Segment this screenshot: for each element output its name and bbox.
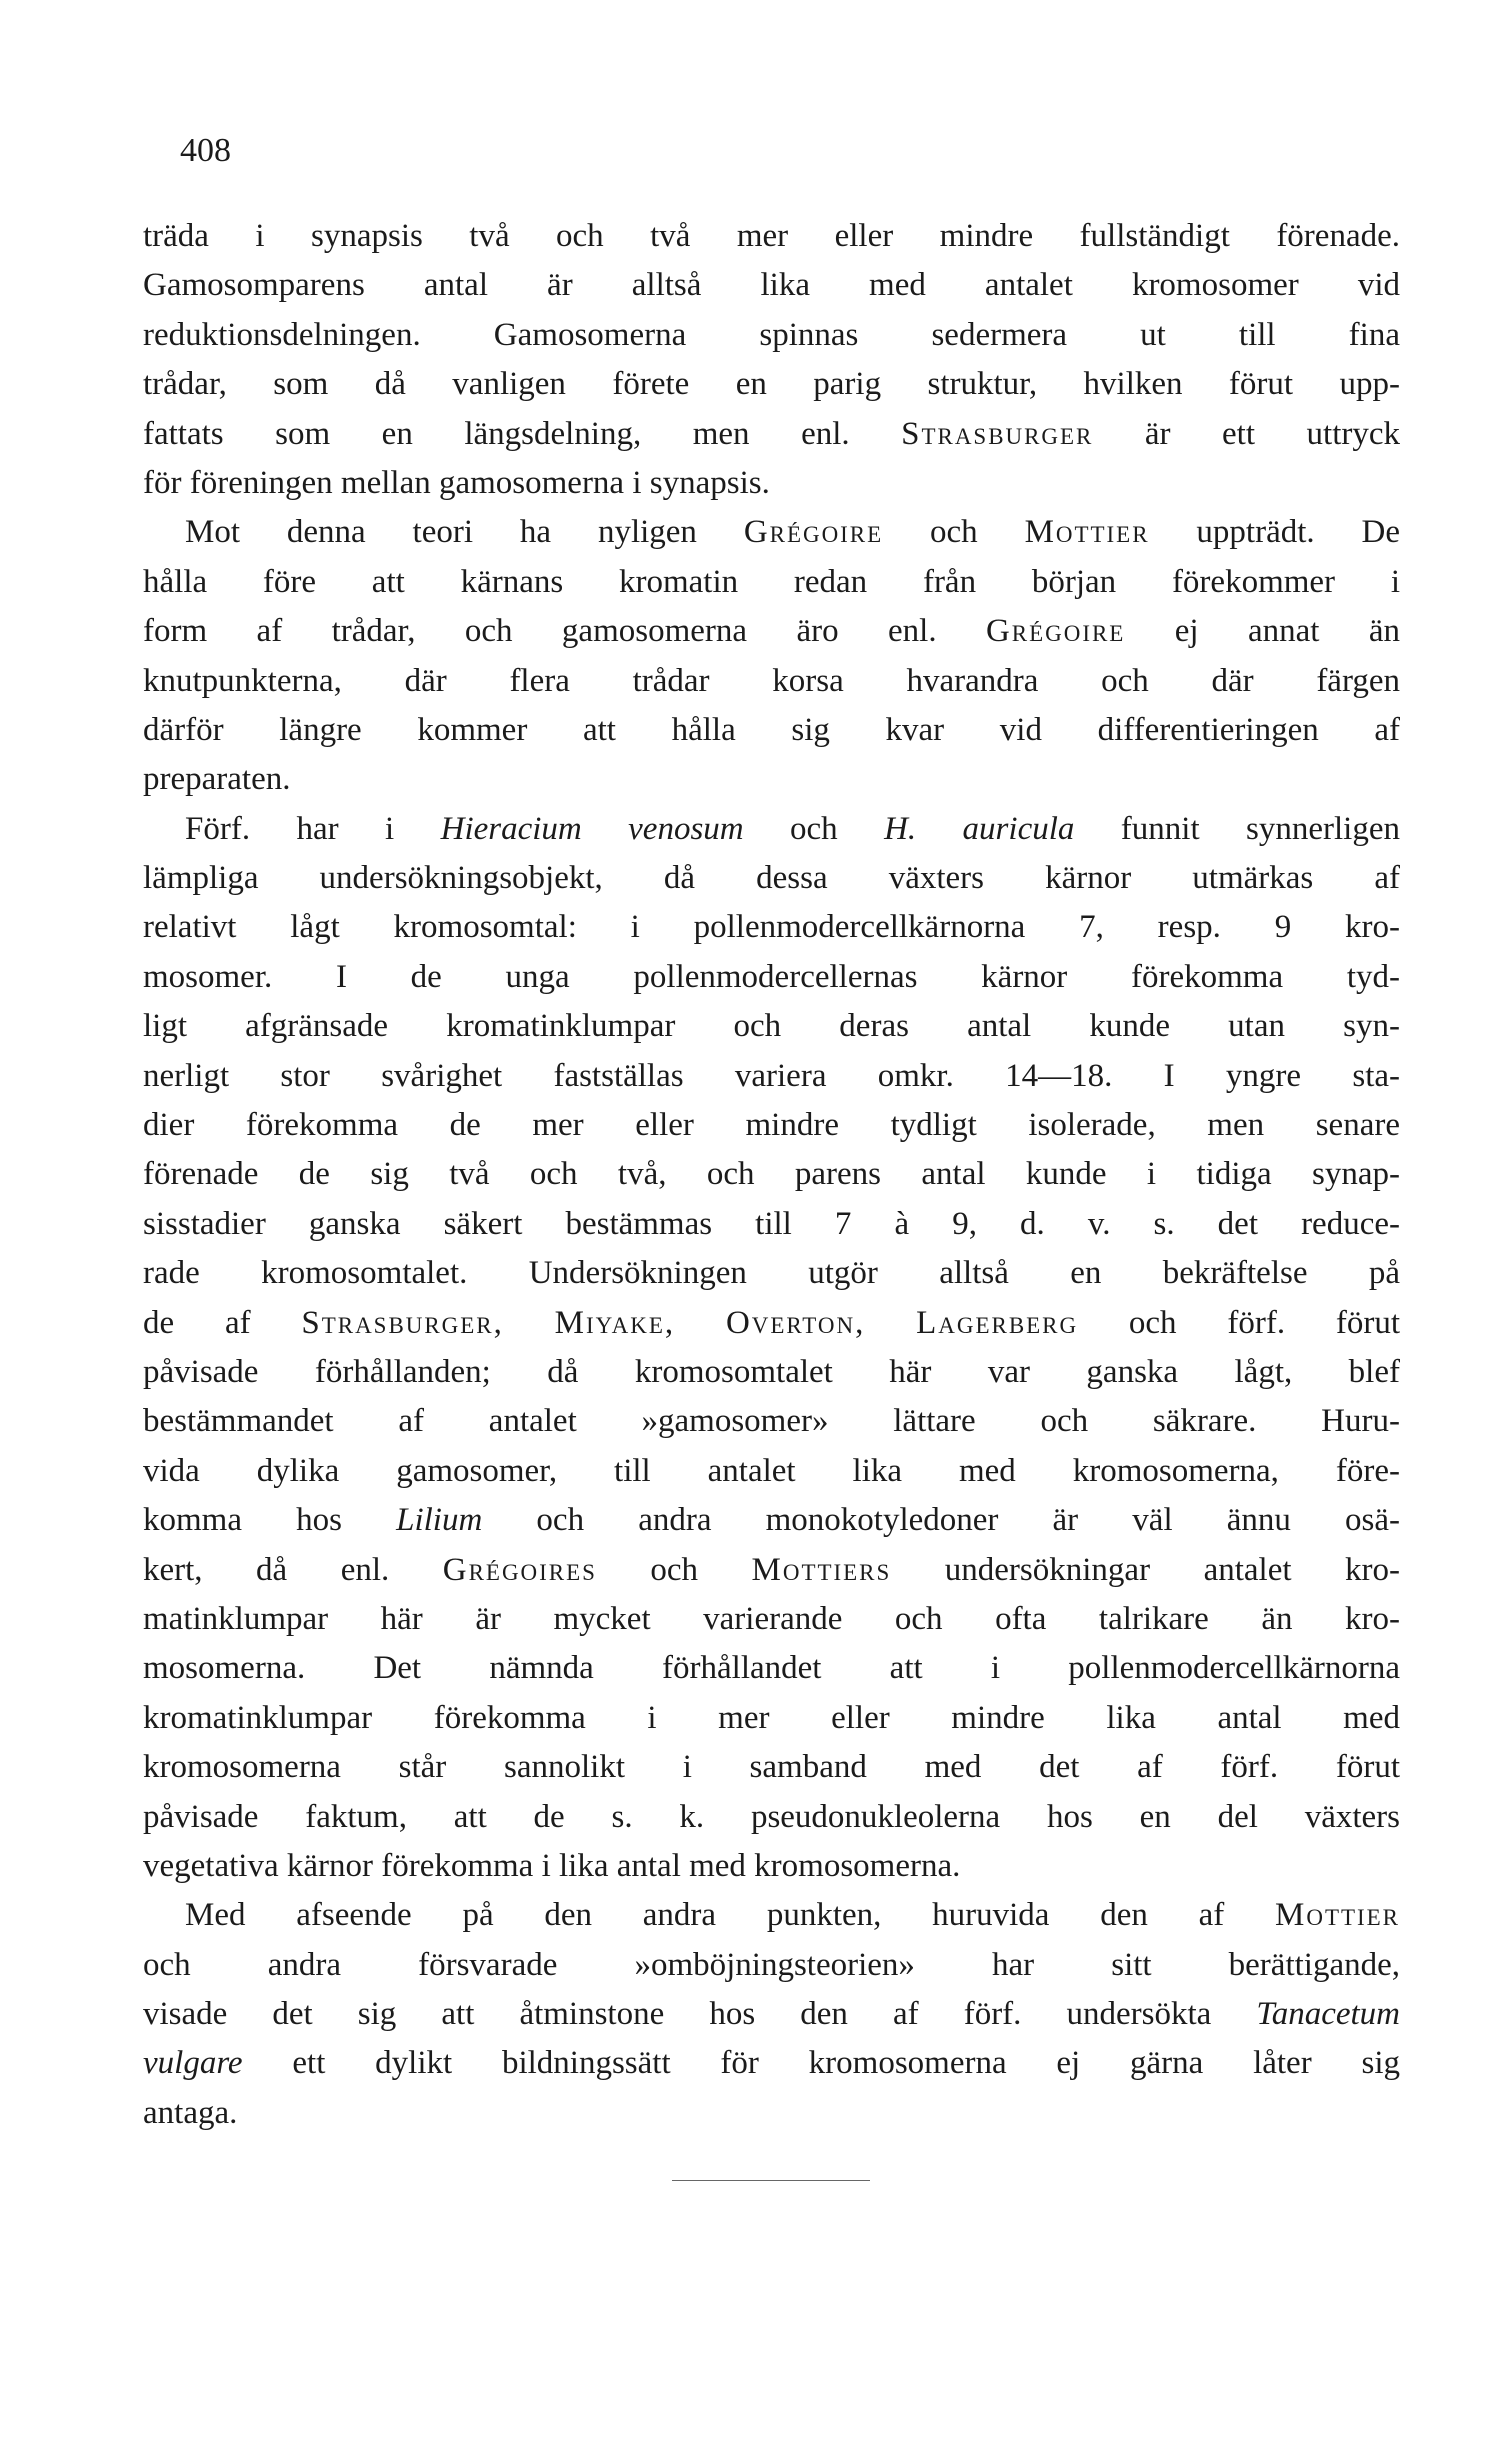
author-name: Grégoire (985, 613, 1126, 650)
author-name: Mottiers (751, 1551, 892, 1588)
page-number: 408 (180, 132, 231, 169)
text-line: reduktionsdelningen. Gamosomerna spinnas sedermera ut till fina (143, 316, 1400, 353)
author-name: Grégoires (442, 1551, 597, 1588)
text-line: för föreningen mellan gamosomerna i synapsis. (143, 464, 770, 501)
text-line: påvisade faktum, att de s. k. pseudonukleolerna hos en del växters (143, 1798, 1400, 1835)
species-name: Hieracium venosum (440, 810, 744, 847)
author-name: Miyake, (554, 1304, 676, 1341)
text-line: preparaten. (143, 761, 291, 798)
species-name: vulgare (143, 2045, 243, 2082)
text-line: matinklumpar här är mycket varierande och ofta talrikare än kro- (143, 1600, 1400, 1637)
text-line: knutpunkterna, där flera trådar korsa hvarandra och där färgen (143, 662, 1400, 699)
text-line: vulgare ett dylikt bildningssätt för kromosomerna ej gärna låter sig (143, 2045, 1400, 2082)
text-line: vida dylika gamosomer, till antalet lika med kromosomerna, före- (143, 1452, 1400, 1489)
text-line: bestämmandet af antalet »gamosomer» lättare och säkrare. Huru- (143, 1403, 1400, 1440)
text-line: och andra försvarade »omböjningsteorien» har sitt berättigande, (143, 1946, 1400, 1983)
text-line: ligt afgränsade kromatinklumpar och deras antal kunde utan syn- (143, 1008, 1400, 1045)
paragraph-start-line: Mot denna teori ha nyligen Grégoire och Mottier uppträdt. De (185, 514, 1400, 551)
text-line: lämpliga undersökningsobjekt, då dessa växters kärnor utmärkas af (143, 860, 1400, 897)
text-line: kromosomerna står sannolikt i samband med det af förf. förut (143, 1749, 1400, 1786)
author-name: Grégoire (743, 514, 884, 551)
text-line: påvisade förhållanden; då kromosomtalet här var ganska lågt, blef (143, 1353, 1400, 1390)
text-line: förenade de sig två och två, och parens antal kunde i tidiga synap- (143, 1156, 1400, 1193)
text-line: dier förekomma de mer eller mindre tydligt isolerade, men senare (143, 1107, 1400, 1144)
text-line: form af trådar, och gamosomerna äro enl. Grégoire ej annat än (143, 613, 1400, 650)
text-line: kert, då enl. Grégoires och Mottiers undersökningar antalet kro- (143, 1551, 1400, 1588)
author-name: Lagerberg (916, 1304, 1079, 1341)
author-name: Mottier (1024, 514, 1150, 551)
separator-rule (672, 2180, 870, 2181)
paragraph-start-line: Med afseende på den andra punkten, huruvida den af Mottier (185, 1897, 1400, 1934)
text-line: antaga. (143, 2094, 238, 2131)
text-line: de af Strasburger, Miyake, Overton, Lagerberg och förf. förut (143, 1304, 1400, 1341)
text-line: därför längre kommer att hålla sig kvar vid differentieringen af (143, 711, 1400, 748)
text-line: vegetativa kärnor förekomma i lika antal med kromosomerna. (143, 1847, 961, 1884)
text-line: kromatinklumpar förekomma i mer eller mindre lika antal med (143, 1699, 1400, 1736)
text-line: komma hos Lilium och andra monokotyledoner är väl ännu osä- (143, 1502, 1400, 1539)
body-text (143, 212, 1400, 2138)
author-name: Mottier (1275, 1897, 1400, 1934)
text-line: visade det sig att åtminstone hos den af förf. undersökta Tanacetum (143, 1996, 1400, 2033)
text-line: träda i synapsis två och två mer eller mindre fullständigt förenade. (143, 218, 1400, 254)
text-line: nerligt stor svårighet fastställas variera omkr. 14—18. I yngre sta- (143, 1057, 1400, 1094)
author-name: Overton, (725, 1304, 866, 1341)
paragraph-start-line: Förf. har i Hieracium venosum och H. auricula funnit synnerligen (185, 810, 1400, 847)
text-line: mosomer. I de unga pollenmodercellernas kärnor förekomma tyd- (143, 958, 1400, 995)
species-name: Tanacetum (1256, 1996, 1400, 2033)
text-line: relativt lågt kromosomtal: i pollenmodercellkärnorna 7, resp. 9 kro- (143, 909, 1400, 946)
text-line: fattats som en längsdelning, men enl. Strasburger är ett uttryck (143, 415, 1400, 452)
text-line: Gamosomparens antal är alltså lika med antalet kromosomer vid (143, 267, 1400, 304)
text-line: sisstadier ganska säkert bestämmas till 7 à 9, d. v. s. det reduce- (143, 1205, 1400, 1242)
text-line: mosomerna. Det nämnda förhållandet att i pollenmodercellkärnorna (143, 1650, 1400, 1687)
species-name: Lilium (396, 1502, 483, 1539)
text-line: hålla före att kärnans kromatin redan från början förekommer i (143, 563, 1400, 600)
author-name: Strasburger (901, 415, 1094, 452)
author-name: Strasburger, (301, 1304, 504, 1341)
species-name: H. auricula (884, 810, 1075, 847)
text-line: trådar, som då vanligen förete en parig struktur, hvilken förut upp- (143, 366, 1400, 403)
text-line: rade kromosomtalet. Undersökningen utgör alltså en bekräftelse på (143, 1255, 1400, 1292)
